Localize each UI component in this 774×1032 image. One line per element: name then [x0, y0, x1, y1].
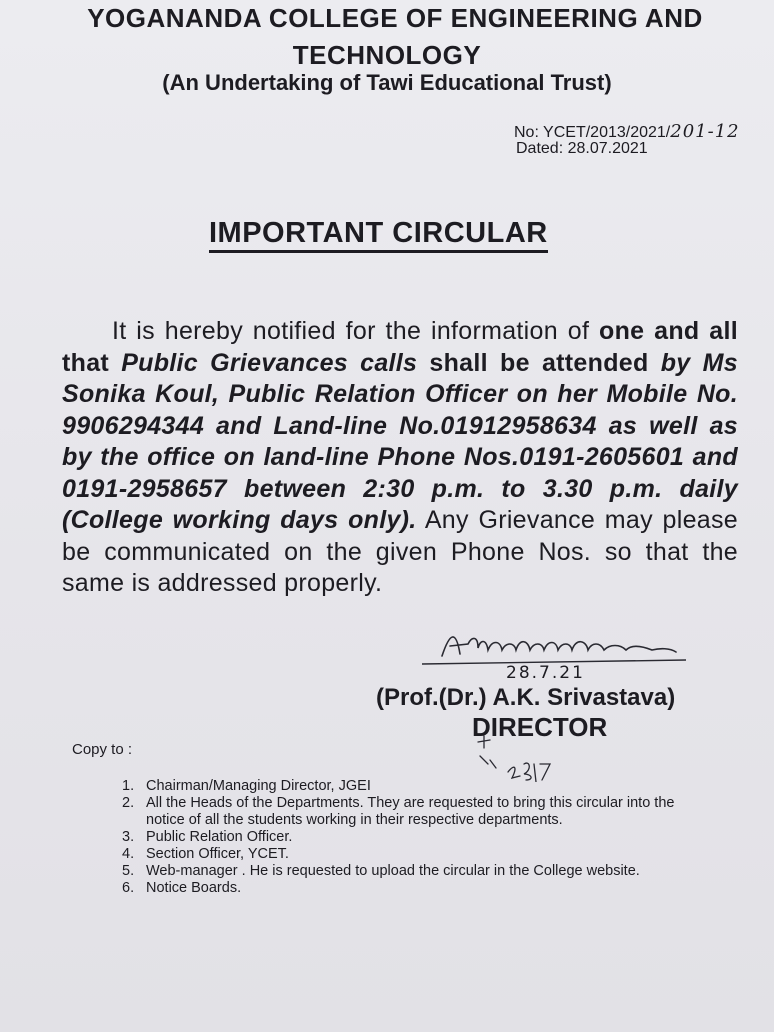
signature-date: 28.7.21 — [506, 663, 585, 683]
copy-to-list — [122, 778, 702, 897]
body-text-4: shall be attended — [417, 348, 661, 377]
list-item: 4. Section Officer, YCET. — [122, 846, 289, 862]
circular-title: IMPORTANT CIRCULAR — [209, 216, 548, 253]
body-text-3: Public Grievances calls — [121, 348, 418, 377]
list-item: 2. All the Heads of the Departments. They are requested to bring this circular into the notice of all the students working in their respective departments. — [122, 795, 675, 828]
list-item: 1. Chairman/Managing Director, JGEI — [122, 778, 371, 794]
handwritten-initials — [474, 734, 564, 782]
body-text-7: Any Grievance may please be communicated on the given Phone Nos. so that the same is addressed properly. — [62, 506, 738, 597]
copy-to-label: Copy to : — [72, 741, 133, 758]
reference-label: No: YCET/2013/2021/ — [514, 124, 671, 141]
director-name: (Prof.(Dr.) A.K. Srivastava) — [376, 684, 676, 711]
date-line: Dated: 28.07.2021 — [516, 140, 648, 157]
college-name-line2: TECHNOLOGY — [292, 40, 482, 70]
body-text-2: one and all that — [62, 317, 738, 377]
body-text-6: between 2:30 p.m. to 3.30 p.m. daily (College working days only). — [62, 474, 738, 534]
reference-handwritten: 201-12 — [670, 121, 740, 142]
list-item: 3. Public Relation Officer. — [122, 829, 293, 845]
director-title: DIRECTOR — [472, 712, 608, 742]
trust-subtitle: (An Undertaking of Tawi Educational Trust) — [162, 70, 612, 95]
reference-number — [514, 121, 740, 142]
body-text-5: by Ms Sonika Koul, Public Relation Officer on her Mobile No. 9906294344 and Land-line No.01912958634 as well as by the office on land-line Phone Nos.0191-2605601 and 0191-2958657 — [62, 348, 738, 503]
list-item: 5. Web-manager . He is requested to upload the circular in the College website. — [122, 863, 640, 879]
college-name-line1: YOGANANDA COLLEGE OF ENGINEERING AND — [87, 3, 703, 33]
body-text-1: It is hereby notified for the information of — [112, 317, 599, 345]
director-signature — [420, 626, 690, 666]
circular-body — [62, 316, 738, 600]
list-item: 6. Notice Boards. — [122, 880, 242, 896]
